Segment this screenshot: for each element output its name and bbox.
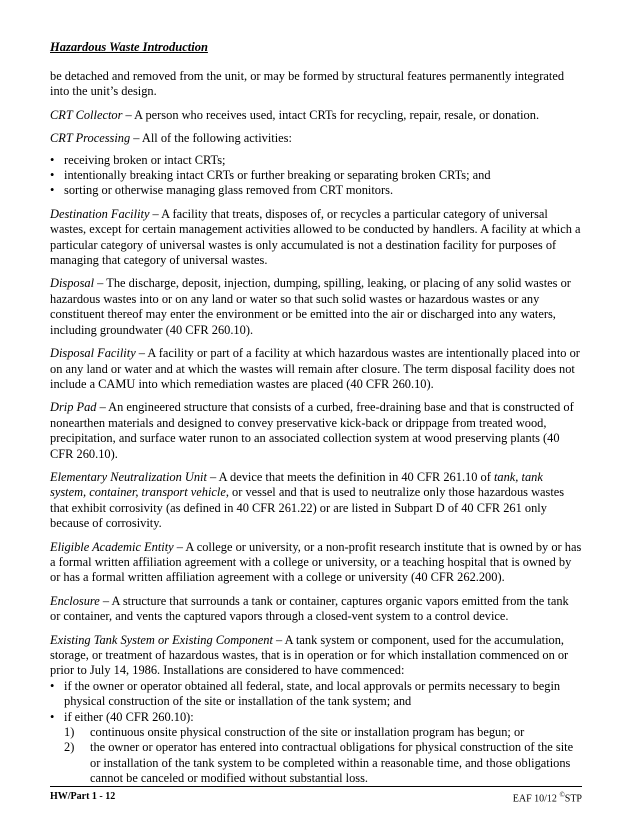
definition: – A facility or part of a facility at which hazardous wastes are intentionally placed into or on any land or water and at which the wastes will remain after closure. The term disposal facility does not include a CAMU into which remediation wastes are placed (40 CFR 260.10). bbox=[50, 346, 580, 391]
def-enclosure bbox=[50, 594, 582, 625]
crt-processing-list bbox=[50, 153, 582, 199]
definition: – A college or university, or a non-profit research institute that is owned by or has a formal written affiliation agreement with a college or university, or a teaching hospital that is owned by or has a formal written affiliation agreement with a college or university (40 CFR 262.200). bbox=[50, 539, 582, 585]
footer-edition bbox=[513, 791, 582, 804]
term: Destination Facility bbox=[50, 206, 150, 221]
term: Drip Pad bbox=[50, 400, 97, 415]
list-item bbox=[50, 725, 582, 740]
definition: – A person who receives used, intact CRTs for recycling, repair, resale, or donation. bbox=[122, 107, 540, 122]
def-elementary-neutralization-unit bbox=[50, 470, 582, 532]
existing-tank-sublist bbox=[50, 725, 582, 787]
document-page bbox=[50, 40, 582, 787]
def-disposal-facility bbox=[50, 346, 582, 392]
term: Disposal Facility bbox=[50, 346, 136, 361]
term: CRT Processing bbox=[50, 131, 131, 146]
list-text: continuous onsite physical construction of the site or installation program has begun; or bbox=[90, 725, 525, 740]
page-footer bbox=[50, 786, 582, 804]
def-crt-collector bbox=[50, 108, 582, 123]
definition: – An engineered structure that consists of a curbed, free-draining base and that is constructed of nonearthen materials and designed to convey preservative kick-back or drippage from treated wood, precipitation, and surface water runon to an associated collection system at wood preserving plants (40 CFR 260.10). bbox=[50, 400, 574, 461]
definition: – The discharge, deposit, injection, dumping, spilling, leaking, or placing of any solid wastes or hazardous wastes into or on any land or water so that such solid wastes or hazardous wastes or any constituent thereof may enter the environment or be emitted into the air or discharged into any waters, including groundwater (40 CFR 260.10). bbox=[50, 276, 571, 337]
copyright-symbol: © bbox=[559, 791, 565, 799]
def-existing-tank-system bbox=[50, 633, 582, 679]
footer-page-number: HW/Part 1 - 12 bbox=[50, 791, 116, 802]
list-item: • if the owner or operator obtained all federal, state, and local approvals or permits necessary to begin physical construction of the site or installation of the tank system; and bbox=[50, 679, 582, 710]
definition: – All of the following activities: bbox=[130, 131, 292, 146]
def-eligible-academic-entity bbox=[50, 540, 582, 586]
page-title: Hazardous Waste Introduction bbox=[50, 40, 208, 54]
list-item: • sorting or otherwise managing glass removed from CRT monitors. bbox=[50, 183, 582, 198]
definition: – A structure that surrounds a tank or container, captures organic vapors emitted from the tank or container, and vents the captured vapors through a closed-vent system to a control device. bbox=[50, 593, 569, 624]
definition: – A tank system or component, used for the accumulation, storage, or treatment of hazardous wastes, that is in operation or for which installation commenced on or prior to July 14, 1986. Installations are considered to have commenced: bbox=[50, 632, 569, 678]
def-crt-processing bbox=[50, 131, 582, 146]
term: Elementary Neutralization Unit bbox=[50, 469, 207, 484]
list-item: • if either (40 CFR 260.10): bbox=[50, 710, 582, 725]
def-drip-pad bbox=[50, 400, 582, 462]
intro-paragraph: be detached and removed from the unit, or may be formed by structural features permanently integrated into the unit’s design. bbox=[50, 69, 565, 99]
definition: – A device that meets the definition in 40 CFR 261.10 of bbox=[206, 469, 494, 484]
list-number: 2) bbox=[64, 740, 75, 755]
term: Disposal bbox=[50, 276, 95, 291]
def-disposal bbox=[50, 276, 582, 338]
term: CRT Collector bbox=[50, 107, 123, 122]
list-item: • intentionally breaking intact CRTs or further breaking or separating broken CRTs; and bbox=[50, 168, 582, 183]
footer-org: STP bbox=[564, 793, 582, 805]
list-item bbox=[50, 740, 582, 786]
term: Eligible Academic Entity bbox=[50, 539, 174, 554]
footer-edition-date: EAF 10/12 bbox=[512, 793, 560, 805]
list-item: • receiving broken or intact CRTs; bbox=[50, 153, 582, 168]
definition: – A facility that treats, disposes of, or recycles a particular category of universal wastes, except for certain management activities allowed to be conducted by handlers. A facility at which a particular category of universal wastes is only accumulated is not a destination facility for purposes of managing that category of universal wastes. bbox=[50, 206, 581, 268]
list-number: 1) bbox=[64, 725, 75, 740]
term: Enclosure bbox=[50, 593, 100, 608]
definition: , or vessel and that is used to neutralize only those hazardous wastes that exhibit corrosivity (as defined in 40 CFR 261.22) or are listed in Subpart D of 40 CFR 261 only because of corrosivity. bbox=[50, 485, 565, 531]
italic-phrase: tank, tank system, container, transport vehicle bbox=[50, 469, 543, 500]
term: Existing Tank System or Existing Component bbox=[50, 632, 273, 647]
list-text: the owner or operator has entered into contractual obligations for physical construction of the site or installation of the tank system to be completed within a reasonable time, and those obligations cannot be canceled or modified without substantial loss. bbox=[90, 740, 574, 786]
existing-tank-list bbox=[50, 679, 582, 725]
def-destination-facility bbox=[50, 207, 582, 269]
